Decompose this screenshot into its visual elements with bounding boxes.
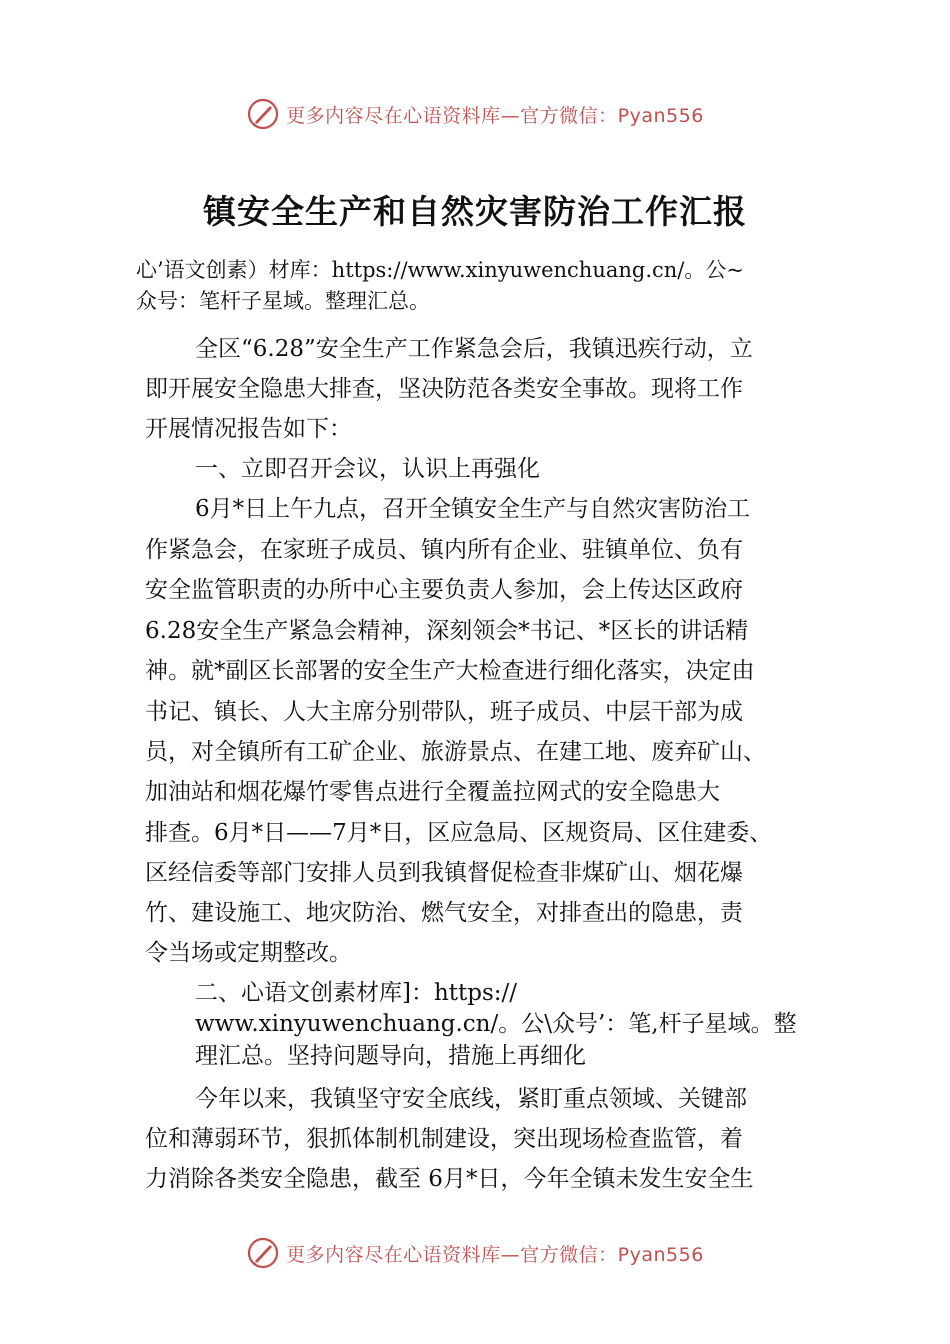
paragraph-line: 排查。6月*日——7月*日，区应急局、区规资局、区住建委、 bbox=[145, 820, 773, 846]
section-heading: 一、立即召开会议，认识上再强化 bbox=[195, 456, 540, 482]
paragraph-line: 6月*日上午九点，召开全镇安全生产与自然灾害防治工 bbox=[195, 496, 751, 522]
paragraph-line: 作紧急会，在家班子成员、镇内所有企业、驻镇单位、负有 bbox=[145, 537, 743, 563]
paragraph-line: 力消除各类安全隐患，截至 6月*日，今年全镇未发生安全生 bbox=[145, 1166, 754, 1192]
paragraph-line: 今年以来，我镇坚守安全底线，紧盯重点领域、关键部 bbox=[195, 1086, 747, 1112]
section-heading: 二、心语文创素材库]：https:// bbox=[195, 980, 518, 1006]
paragraph-line: 书记、镇长、人大主席分别带队，班子成员、中层干部为成 bbox=[145, 699, 743, 725]
brush-logo-icon bbox=[246, 1236, 280, 1270]
brush-logo-icon bbox=[246, 97, 280, 131]
section-heading: www.xinyuwenchuang.cn/。公\众号’：笔,杆子星域。整 bbox=[195, 1011, 797, 1037]
watermark-text: 更多内容尽在心语资料库—官方微信：Pyan556 bbox=[286, 1243, 704, 1266]
watermark-text: 更多内容尽在心语资料库—官方微信：Pyan556 bbox=[286, 104, 704, 127]
paragraph-line: 即开展安全隐患大排查，坚决防范各类安全事故。现将工作 bbox=[145, 376, 743, 402]
paragraph-line: 神。就*副区长部署的安全生产大检查进行细化落实，决定由 bbox=[145, 658, 755, 684]
paragraph-line: 区经信委等部门安排人员到我镇督促检查非煤矿山、烟花爆 bbox=[145, 860, 743, 886]
paragraph-line: 令当场或定期整改。 bbox=[145, 940, 352, 966]
paragraph-line: 安全监管职责的办所中心主要负责人参加，会上传达区政府 bbox=[145, 577, 743, 603]
watermark-footer bbox=[0, 1233, 950, 1273]
section-heading: 理汇总。坚持问题导向，措施上再细化 bbox=[195, 1043, 586, 1069]
source-line: 众号：笔杆子星域。整理汇总。 bbox=[136, 289, 430, 313]
paragraph-line: 开展情况报告如下： bbox=[145, 416, 352, 442]
paragraph-line: 竹、建设施工、地灾防治、燃气安全，对排查出的隐患，责 bbox=[145, 900, 743, 926]
paragraph-line: 6.28安全生产紧急会精神，深刻领会*书记、*区长的讲话精 bbox=[145, 618, 749, 644]
paragraph-line: 位和薄弱环节，狠抓体制机制建设，突出现场检查监管，着 bbox=[145, 1126, 743, 1152]
watermark-header bbox=[0, 94, 950, 134]
paragraph-line: 加油站和烟花爆竹零售点进行全覆盖拉网式的安全隐患大 bbox=[145, 779, 720, 805]
source-line: 心’语文创素）材库：https://www.xinyuwenchuang.cn/。公~ bbox=[136, 258, 744, 282]
document-title: 镇安全生产和自然灾害防治工作汇报 bbox=[203, 192, 747, 231]
paragraph-line: 全区“6.28”安全生产工作紧急会后，我镇迅疾行动，立 bbox=[195, 336, 753, 362]
paragraph-line: 员，对全镇所有工矿企业、旅游景点、在建工地、废弃矿山、 bbox=[145, 739, 766, 765]
